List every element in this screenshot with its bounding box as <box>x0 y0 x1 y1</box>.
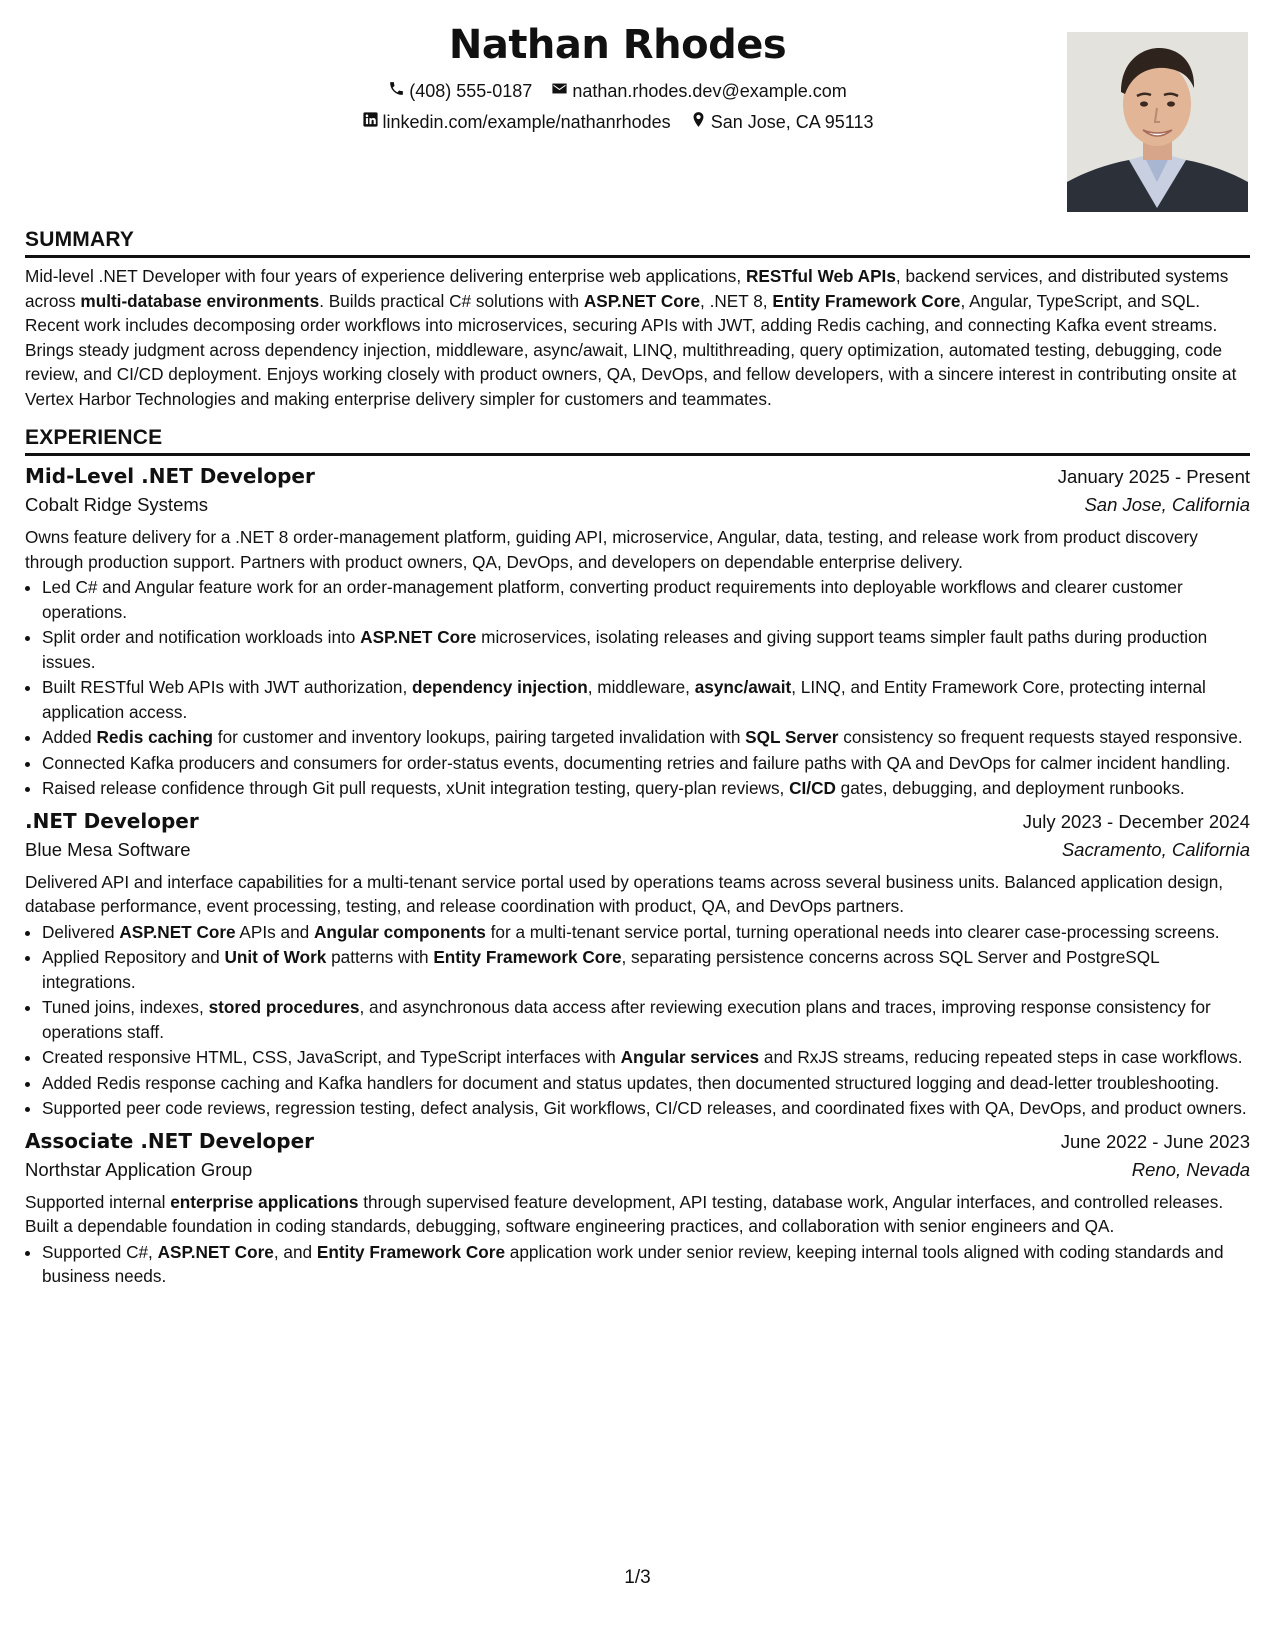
job-subheader <box>25 839 1250 861</box>
job-title: Associate .NET Developer <box>25 1128 315 1153</box>
bold-phrase: CI/CD <box>789 778 836 798</box>
bullet-item <box>42 995 1250 1044</box>
text-run: Connected Kafka producers and consumers for order-status events, documenting retries and failure paths with QA and DevOps for calmer incident handling. <box>42 752 1231 773</box>
job-subheader <box>25 494 1250 516</box>
bold-phrase: Entity Framework Core <box>772 290 961 311</box>
company-name: Northstar Application Group <box>25 1158 253 1180</box>
text-run: Built RESTful Web APIs with JWT authorization, <box>42 677 412 697</box>
bullet-item <box>42 751 1250 776</box>
text-run: gates, debugging, and deployment runbooks. <box>835 778 1185 798</box>
text-run: , backend services, and distributed systems across <box>25 266 1229 311</box>
text-run: , and <box>273 1241 317 1262</box>
job-description <box>25 1190 1250 1239</box>
email-contact[interactable] <box>551 80 846 102</box>
phone-icon <box>388 80 409 102</box>
phone-contact <box>388 80 532 102</box>
job-dates: January 2025 - Present <box>1057 466 1250 487</box>
bullet-item <box>42 945 1250 994</box>
text-run: . Builds practical C# solutions with <box>319 290 584 311</box>
job-title: Mid-Level .NET Developer <box>25 464 315 488</box>
text-run: APIs and <box>235 921 314 942</box>
job-location: Sacramento, California <box>1061 838 1250 860</box>
text-run: Led C# and Angular feature work for an order-management platform, converting product requirements into deployable workflows and clearer customer operations. <box>42 577 1183 622</box>
bold-phrase: Unit of Work <box>224 947 327 967</box>
page-indicator: 1/3 <box>624 1567 651 1588</box>
summary-text <box>25 264 1250 411</box>
envelope-icon <box>551 80 572 102</box>
text-run: Added Redis response caching and Kafka handlers for document and status updates, then documented structured logging and dead-letter troubleshooting. <box>42 1072 1220 1093</box>
bullet-item <box>42 625 1250 674</box>
job-entry <box>25 809 1250 1121</box>
bullet-item <box>42 1240 1250 1289</box>
text-run: consistency so frequent requests stayed responsive. <box>838 727 1243 747</box>
job-location: San Jose, California <box>1084 494 1250 515</box>
location-contact <box>690 111 874 133</box>
text-run: Supported peer code reviews, regression testing, defect analysis, Git workflows, CI/CD releases, and coordinated fixes with QA, DevOps, and product owners. <box>42 1098 1247 1118</box>
text-run: Created responsive HTML, CSS, JavaScript, and TypeScript interfaces with <box>42 1047 621 1067</box>
linkedin-icon <box>362 111 383 133</box>
bold-phrase: Redis caching <box>96 727 214 747</box>
job-dates: June 2022 - June 2023 <box>1060 1130 1250 1152</box>
text-run: Applied Repository and <box>42 947 225 967</box>
job-header <box>25 464 1250 488</box>
text-run: , LINQ, and Entity Framework Core, protecting internal application access. <box>42 677 1206 722</box>
text-run: for a multi-tenant service portal, turning operational needs into clearer case-processing screens. <box>485 921 1220 942</box>
job-bullets <box>25 920 1250 1121</box>
bullet-item <box>42 675 1250 724</box>
text-run: Tuned joins, indexes, <box>42 997 209 1017</box>
contact-row-secondary <box>0 111 1250 133</box>
summary-heading: SUMMARY <box>25 228 1250 258</box>
job-entry <box>25 1129 1250 1289</box>
bold-phrase: SQL Server <box>745 727 839 747</box>
text-run: Delivered API and interface capabilities for a multi-tenant service portal used by operations teams across several business units. Balanced application design, database performance, event processing, testing, and release coordination with product, QA, and DevOps partners. <box>25 871 1224 916</box>
experience-list <box>25 464 1250 1289</box>
company-name: Blue Mesa Software <box>25 838 191 860</box>
bold-phrase: dependency injection <box>412 677 588 697</box>
text-run: , Angular, TypeScript, and SQL. Recent work includes decomposing order workflows into microservices, securing APIs with JWT, adding Redis caching, and connecting Kafka event streams. Brings steady judgment across dependency injection, middleware, async/await, LINQ, multithreading, query optimization, automated testing, debugging, code review, and CI/CD deployment. Enjoys working closely with product owners, QA, DevOps, and fellow developers, with a sincere interest in contributing onsite at Vertex Harbor Technologies and making enterprise delivery simpler for customers and teammates. <box>25 290 1237 409</box>
resume-page <box>25 0 1250 1588</box>
location-text: San Jose, CA 95113 <box>710 111 874 132</box>
text-run: , .NET 8, <box>700 290 773 311</box>
bullet-item <box>42 1096 1250 1121</box>
text-run: for customer and inventory lookups, pairing targeted invalidation with <box>213 727 746 747</box>
job-entry <box>25 464 1250 801</box>
email-address: nathan.rhodes.dev@example.com <box>572 80 847 101</box>
job-location: Reno, Nevada <box>1131 1158 1250 1180</box>
bold-phrase: enterprise applications <box>170 1191 359 1212</box>
bold-phrase: RESTful Web APIs <box>745 266 896 286</box>
text-run: , and asynchronous data access after reviewing execution plans and traces, improving response consistency for operations staff. <box>42 997 1211 1042</box>
bullet-item <box>42 776 1250 801</box>
bullet-item <box>42 725 1250 750</box>
job-header <box>25 1129 1250 1153</box>
text-run: Owns feature delivery for a .NET 8 order-management platform, guiding API, microservice, Angular, data, testing, and release work from product discovery through production support. Partners with product owners, QA, DevOps, and developers on dependable enterprise delivery. <box>25 527 1198 572</box>
text-run: and RxJS streams, reducing repeated steps in case workflows. <box>759 1047 1243 1067</box>
job-title: .NET Developer <box>25 808 199 833</box>
job-bullets <box>25 575 1250 801</box>
bold-phrase: Entity Framework Core <box>433 947 622 967</box>
job-description <box>25 870 1250 919</box>
bold-phrase: Angular services <box>620 1047 760 1067</box>
experience-heading: EXPERIENCE <box>25 426 1250 456</box>
contact-row-primary <box>0 80 1250 102</box>
text-run: Mid-level .NET Developer with four years of experience delivering enterprise web applications, <box>25 266 746 286</box>
bullet-item <box>42 920 1250 945</box>
bold-phrase: stored procedures <box>208 997 360 1017</box>
bullet-item <box>42 1045 1250 1070</box>
job-dates: July 2023 - December 2024 <box>1022 810 1250 832</box>
profile-photo <box>1067 32 1248 212</box>
bold-phrase: ASP.NET Core <box>119 921 236 942</box>
text-run: patterns with <box>326 947 434 967</box>
text-run: Added <box>42 727 97 747</box>
bold-phrase: ASP.NET Core <box>157 1241 274 1262</box>
bullet-item <box>42 1071 1250 1096</box>
bold-phrase: async/await <box>694 677 792 697</box>
text-run: Raised release confidence through Git pull requests, xUnit integration testing, query-plan reviews, <box>42 778 790 798</box>
text-run: Supported C#, <box>42 1241 158 1262</box>
bold-phrase: multi-database environments <box>80 290 320 311</box>
job-description <box>25 525 1250 574</box>
job-header <box>25 809 1250 833</box>
text-run: microservices, isolating releases and giving support teams simpler fault paths during production issues. <box>42 627 1208 672</box>
bullet-item <box>42 575 1250 624</box>
text-run: Supported internal <box>25 1191 171 1212</box>
job-subheader <box>25 1159 1250 1181</box>
text-run: application work under senior review, keeping internal tools aligned with coding standards and business needs. <box>42 1241 1224 1286</box>
map-pin-icon <box>690 111 711 133</box>
text-run: Delivered <box>42 921 120 942</box>
bold-phrase: ASP.NET Core <box>360 627 477 647</box>
bold-phrase: Entity Framework Core <box>316 1241 506 1262</box>
text-run: , separating persistence concerns across SQL Server and PostgreSQL integrations. <box>42 947 1160 992</box>
text-run: Split order and notification workloads into <box>42 627 361 647</box>
phone-number: (408) 555-0187 <box>409 80 533 101</box>
company-name: Cobalt Ridge Systems <box>25 494 209 515</box>
resume-header <box>25 0 1250 210</box>
bold-phrase: Angular components <box>313 921 486 942</box>
text-run: , middleware, <box>587 677 695 697</box>
text-run: through supervised feature development, API testing, database work, Angular interfaces, and controlled releases. Built a dependable foundation in coding standards, debugging, software engineering practices, and collaboration with senior engineers and QA. <box>25 1191 1224 1236</box>
linkedin-contact[interactable] <box>362 111 671 133</box>
linkedin-url: linkedin.com/example/nathanrhodes <box>382 111 671 132</box>
candidate-name: Nathan Rhodes <box>448 22 787 68</box>
job-bullets <box>25 1240 1250 1289</box>
bold-phrase: ASP.NET Core <box>583 290 701 311</box>
